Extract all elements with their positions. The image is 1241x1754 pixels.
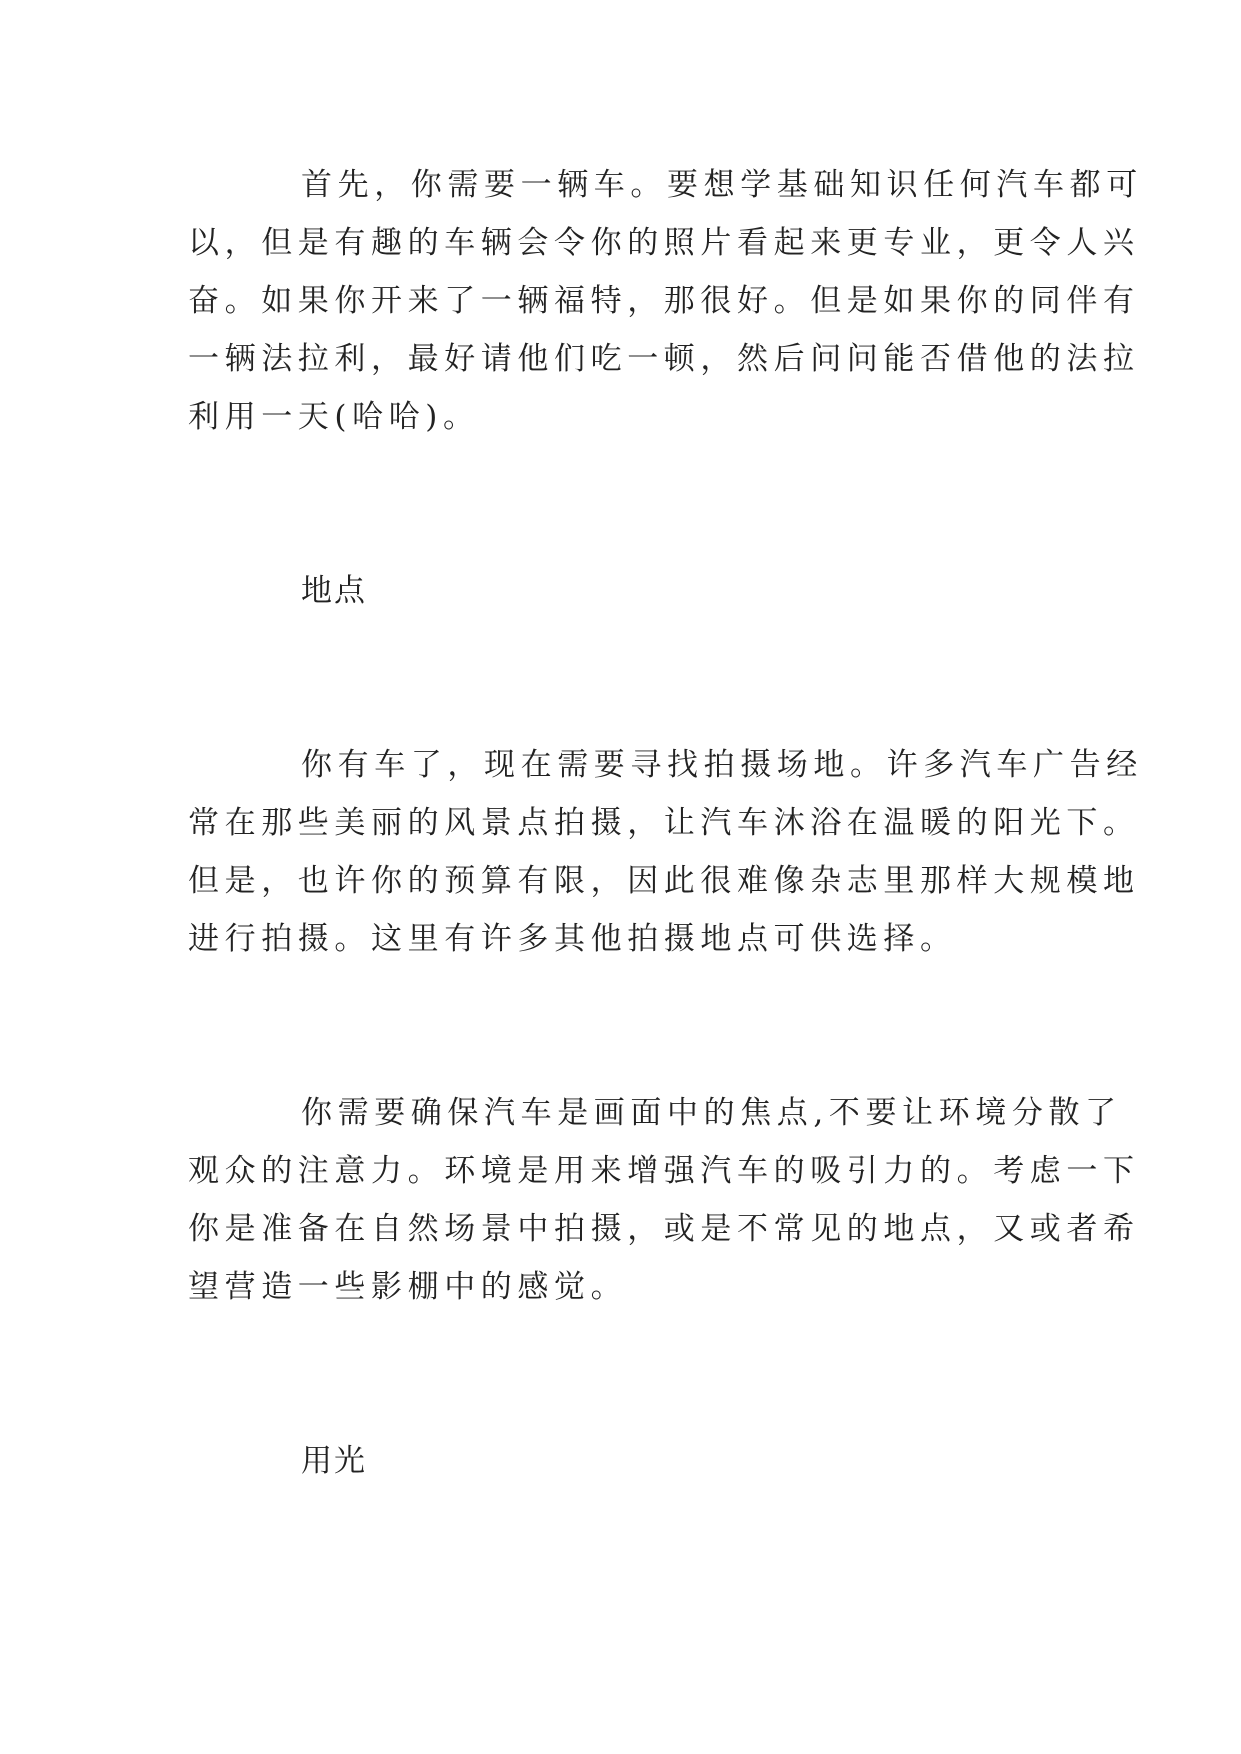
paragraph-line: 观众的注意力。环境是用来增强汽车的吸引力的。考虑一下 bbox=[188, 1153, 1140, 1189]
paragraph-line: 常在那些美丽的风景点拍摄，让汽车沐浴在温暖的阳光下。 bbox=[188, 805, 1140, 841]
paragraph-line: 以，但是有趣的车辆会令你的照片看起来更专业，更令人兴 bbox=[188, 225, 1140, 261]
paragraph-line: 望营造一些影棚中的感觉。 bbox=[188, 1269, 628, 1305]
paragraph-line: 一辆法拉利，最好请他们吃一顿，然后问问能否借他的法拉 bbox=[188, 341, 1140, 377]
paragraph-line: 首先，你需要一辆车。要想学基础知识任何汽车都可 bbox=[301, 167, 1143, 203]
section-heading-location: 地点 bbox=[301, 573, 367, 609]
section-heading-lighting: 用光 bbox=[301, 1443, 367, 1479]
paragraph-line: 但是，也许你的预算有限，因此很难像杂志里那样大规模地 bbox=[188, 863, 1140, 899]
paragraph-line: 利用一天(哈哈)。 bbox=[188, 399, 480, 435]
paragraph-line: 你有车了，现在需要寻找拍摄场地。许多汽车广告经 bbox=[301, 747, 1143, 783]
paragraph-line: 你是准备在自然场景中拍摄，或是不常见的地点，又或者希 bbox=[188, 1211, 1140, 1247]
paragraph-line: 奋。如果你开来了一辆福特，那很好。但是如果你的同伴有 bbox=[188, 283, 1140, 319]
paragraph-line: 进行拍摄。这里有许多其他拍摄地点可供选择。 bbox=[188, 921, 957, 957]
paragraph-line: 你需要确保汽车是画面中的焦点,不要让环境分散了 bbox=[301, 1095, 1122, 1131]
